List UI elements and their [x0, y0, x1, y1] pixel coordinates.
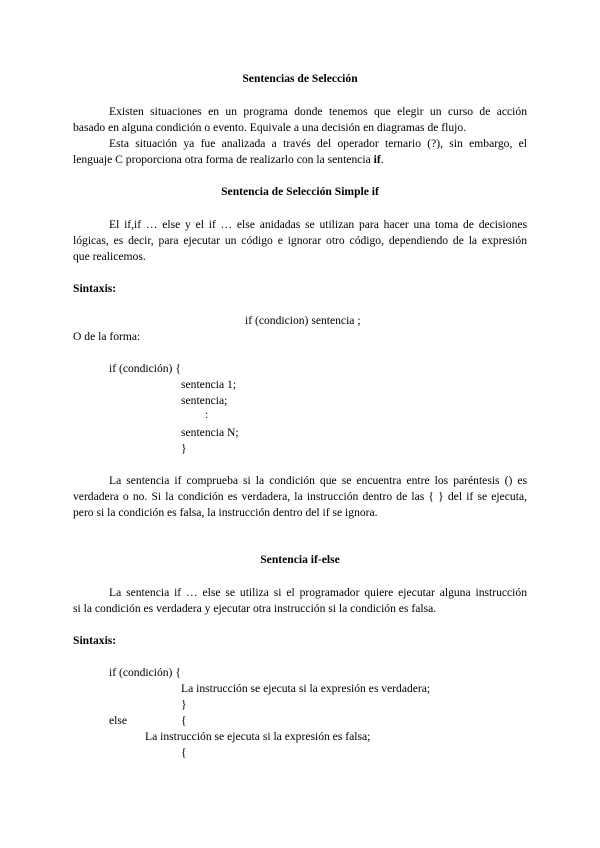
- if-keyword: if: [373, 153, 381, 166]
- or-form-label: O de la forma:: [73, 330, 141, 343]
- intro-paragraph-2-line-1: Esta situación ya fue analizada a través del operador ternario (?), sin embargo, el: [109, 137, 527, 150]
- period: .: [380, 153, 384, 166]
- simple-if-paragraph-line-2: lógicas, es decir, para ejecutar un código e ignorar otro código, dependiendo de la expresión: [73, 234, 527, 247]
- intro-text: lenguaje C proporciona otra forma de realizarlo con la sentencia: [73, 153, 374, 166]
- code-if-open: if (condición) {: [109, 362, 181, 375]
- code2-true-statement: La instrucción se ejecuta si la expresión es verdadera;: [181, 682, 431, 695]
- code2-else-keyword: else: [109, 714, 128, 727]
- code-close-brace: }: [181, 442, 187, 455]
- code2-final-brace: {: [181, 746, 187, 759]
- code2-else-open-brace: {: [181, 714, 187, 727]
- code2-close-brace: }: [181, 698, 187, 711]
- code-sentence-1: sentencia 1;: [181, 378, 237, 391]
- code-ellipsis: :: [205, 408, 209, 421]
- code2-false-statement: La instrucción se ejecuta si la expresión es falsa;: [145, 730, 371, 743]
- simple-if-paragraph-line-3: que realicemos.: [73, 250, 146, 263]
- section-heading-simple-if: Sentencia de Selección Simple if: [221, 185, 379, 198]
- syntax-label-2: Sintaxis:: [73, 634, 117, 647]
- intro-paragraph-1-line-2: basado en alguna condición o evento. Equivale a una decisión en diagramas de flujo.: [73, 121, 467, 134]
- if-else-paragraph-line-1: La sentencia if … else se utiliza si el programador quiere ejecutar alguna instrucción: [109, 586, 527, 599]
- intro-paragraph-1-line-1: Existen situaciones en un programa donde tenemos que elegir un curso de acción: [109, 105, 527, 118]
- code2-if-open: if (condición) {: [109, 666, 181, 679]
- if-else-paragraph-line-2: si la condición es verdadera y ejecutar otra instrucción si la condición es falsa.: [73, 602, 437, 615]
- simple-if-explain-line-2: verdadera o no. Si la condición es verdadera, la instrucción dentro de las { } del if se ejecuta,: [73, 490, 527, 503]
- syntax-one-line: if (condicion) sentencia ;: [245, 314, 361, 327]
- simple-if-paragraph-line-1: El if,if … else y el if … else anidadas se utilizan para hacer una toma de decisiones: [109, 218, 527, 231]
- page-title: Sentencias de Selección: [242, 72, 358, 85]
- code-sentence-n: sentencia N;: [181, 426, 239, 439]
- intro-paragraph-2-line-2: [73, 152, 384, 167]
- syntax-label: Sintaxis:: [73, 282, 117, 295]
- simple-if-explain-line-3: pero si la condición es falsa, la instrucción dentro del if se ignora.: [73, 506, 378, 519]
- section-heading-if-else: Sentencia if-else: [260, 553, 340, 566]
- code-sentence: sentencia;: [181, 394, 228, 407]
- simple-if-explain-line-1: La sentencia if comprueba si la condición que se encuentra entre los paréntesis () es: [109, 474, 527, 487]
